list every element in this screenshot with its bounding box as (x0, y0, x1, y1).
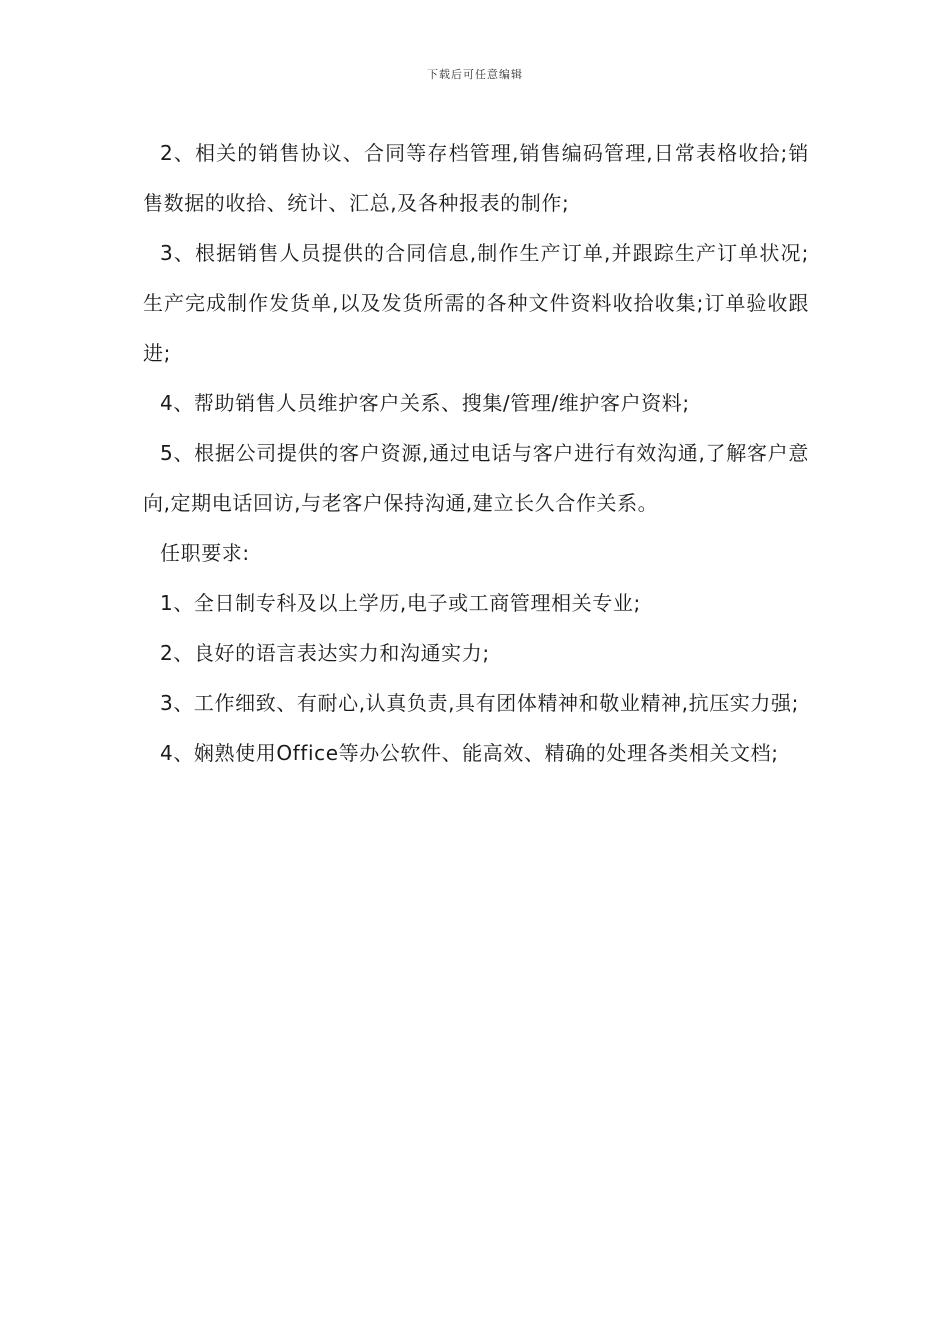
paragraph-duty-5: 5、根据公司提供的客户资源,通过电话与客户进行有效沟通,了解客户意向,定期电话回访,与老客户保持沟通,建立长久合作关系。 (143, 441, 809, 515)
paragraph-duty-2: 2、相关的销售协议、合同等存档管理,销售编码管理,日常表格收拾;销售数据的收拾、统计、汇总,及各种报表的制作; (143, 141, 809, 215)
paragraph-requirement-2: 2、良好的语言表达实力和沟通实力; (160, 641, 490, 665)
paragraph-requirement-1: 1、全日制专科及以上学历,电子或工商管理相关专业; (160, 591, 641, 615)
document-body (143, 128, 809, 778)
page-header: 下载后可任意编辑 (427, 68, 523, 81)
paragraph-requirement-3: 3、工作细致、有耐心,认真负责,具有团体精神和敬业精神,抗压实力强; (160, 691, 799, 715)
paragraph-requirement-4: 4、娴熟使用Office等办公软件、能高效、精确的处理各类相关文档; (160, 741, 779, 765)
section-heading-requirements: 任职要求: (160, 541, 250, 565)
paragraph-duty-4: 4、帮助销售人员维护客户关系、搜集/管理/维护客户资料; (160, 391, 690, 415)
paragraph-duty-3: 3、根据销售人员提供的合同信息,制作生产订单,并跟踪生产订单状况;生产完成制作发货单,以及发货所需的各种文件资料收拾收集;订单验收跟进; (143, 241, 809, 365)
